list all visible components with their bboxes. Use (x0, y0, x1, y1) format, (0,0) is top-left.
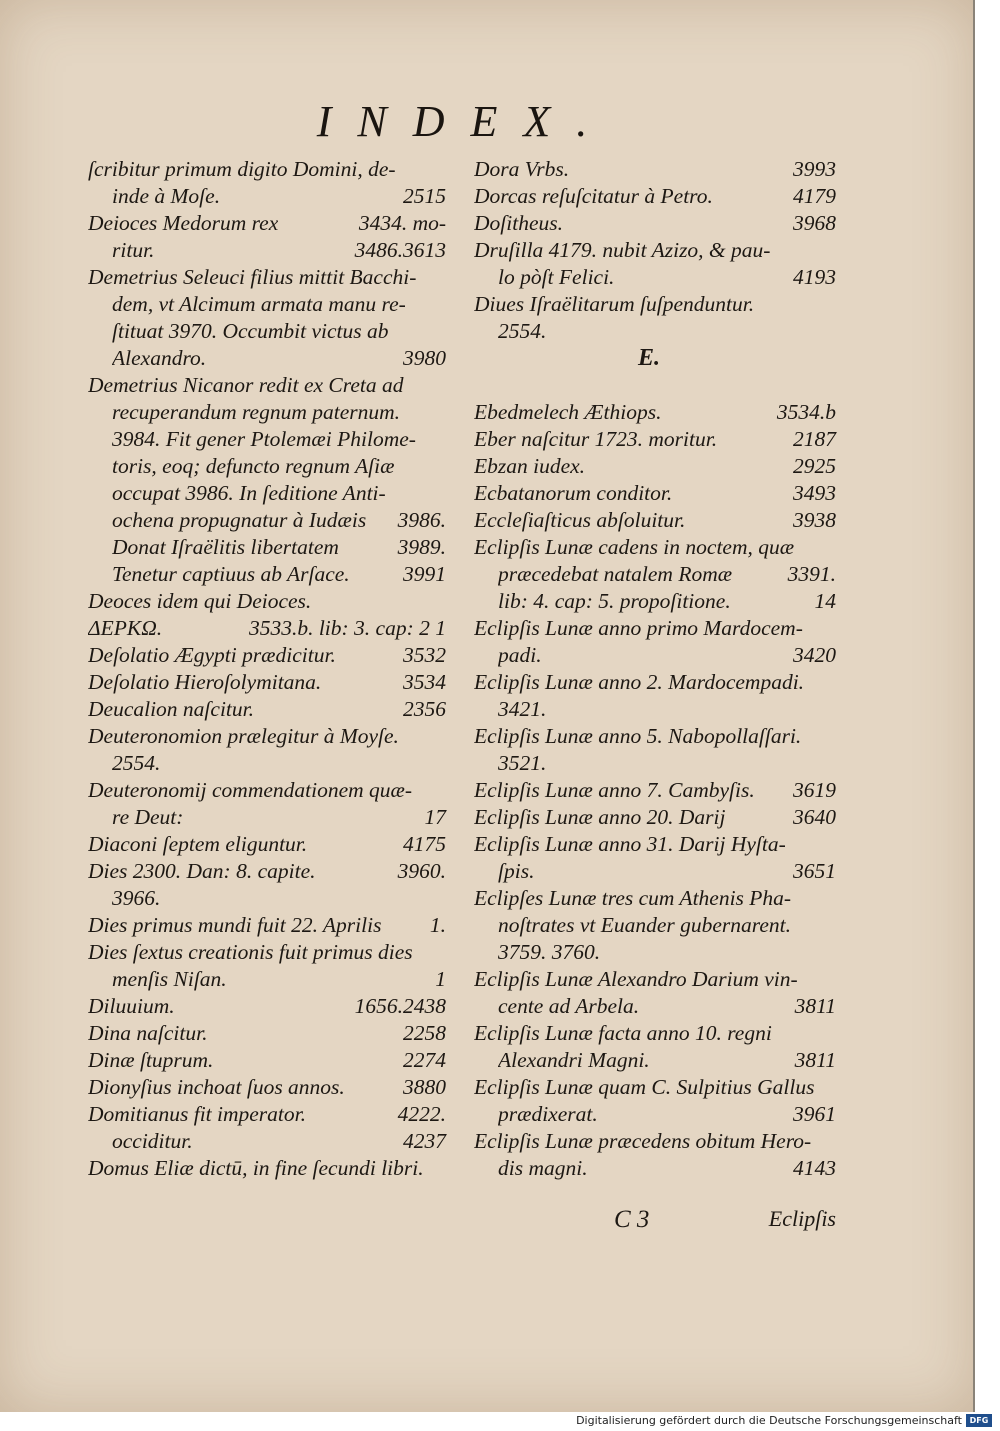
index-line (88, 237, 446, 264)
page-foot (474, 1206, 836, 1236)
index-entry (88, 696, 446, 723)
entry-text: Donat Iſraëlitis libertatem (112, 535, 339, 559)
index-line (88, 858, 446, 885)
index-line (88, 480, 446, 507)
index-entry (88, 642, 446, 669)
entry-text: Eclipſis Lunæ anno 31. Darij Hyſta‑ (474, 832, 786, 856)
entry-text: Eclipſis Lunæ facta anno 10. regni (474, 1021, 772, 1045)
index-entry (474, 237, 836, 291)
entry-reference (440, 291, 446, 318)
entry-text: Eclipſis Lunæ cadens in noctem, quæ (474, 535, 795, 559)
entry-reference: 3991 (403, 562, 446, 586)
entry-reference (830, 318, 836, 345)
entry-reference: 3986. (397, 508, 446, 532)
index-entry (474, 777, 836, 804)
entry-text: Dionyſius inchoat ſuos annos. (88, 1075, 345, 1099)
index-line (474, 588, 836, 615)
index-entry (88, 1074, 446, 1101)
entry-reference (830, 615, 836, 642)
index-column-left (88, 156, 446, 1182)
entry-text: Eccleſiaſticus abſoluitur. (474, 508, 686, 532)
index-entry (474, 669, 836, 723)
signature-mark: C 3 (614, 1206, 650, 1233)
entry-reference: 3486.3613 (354, 238, 446, 262)
index-entry (474, 723, 836, 777)
index-entry (88, 831, 446, 858)
entry-text: Eclipſis Lunæ anno 5. Nabopollaſſari. (474, 724, 802, 748)
entry-text: menſis Niſan. (112, 967, 227, 991)
digitization-credit: Digitalisierung gefördert durch die Deutsche Forschungsgemeinschaft (576, 1414, 962, 1427)
index-line (88, 156, 446, 183)
index-entry (474, 210, 836, 237)
index-line (474, 318, 836, 345)
index-line (88, 1155, 446, 1182)
entry-text: occiditur. (112, 1129, 193, 1153)
index-line (474, 750, 836, 777)
index-entry (474, 831, 836, 885)
entry-text: Ebedmelech Æthiops. (474, 400, 662, 424)
index-entry (88, 723, 446, 777)
index-line (474, 534, 836, 561)
entry-text: Eber naſcitur 1723. moritur. (474, 427, 718, 451)
entry-text: prædixerat. (498, 1102, 598, 1126)
entry-reference (830, 939, 836, 966)
entry-text: Eclipſis Lunæ anno 2. Mardocempadi. (474, 670, 805, 694)
entry-reference (440, 1155, 446, 1182)
entry-reference: 4237 (403, 1129, 446, 1153)
index-entry (474, 399, 836, 426)
index-entry (88, 777, 446, 831)
index-line (474, 1020, 836, 1047)
entry-text: Eclipſis Lunæ anno 7. Cambyſis. (474, 778, 755, 802)
dfg-logo: DFG (966, 1414, 992, 1427)
index-line (474, 1074, 836, 1101)
entry-text: ochena propugnatur à Iudæis (112, 508, 367, 532)
index-line (88, 615, 446, 642)
index-line (474, 264, 836, 291)
entry-reference (440, 399, 446, 426)
index-line (474, 669, 836, 696)
entry-text: Domus Eliæ dictū, in fine ſecundi libri. (88, 1156, 424, 1180)
entry-text: Dinæ ſtuprum. (88, 1048, 214, 1072)
entry-text: Deoces idem qui Deioces. (88, 589, 312, 613)
entry-text: dem, vt Alcimum armata manu re‑ (112, 292, 406, 316)
index-line (88, 723, 446, 750)
entry-text: Deucalion naſcitur. (88, 697, 255, 721)
entry-reference: 3420 (793, 643, 836, 667)
entry-reference (440, 885, 446, 912)
entry-text: 3521. (498, 751, 547, 775)
entry-reference: 2515 (403, 184, 446, 208)
index-line (88, 966, 446, 993)
entry-text: præcedebat natalem Romæ (498, 562, 733, 586)
entry-reference: 3968 (793, 211, 836, 235)
entry-text: lo pòſt Felici. (498, 265, 615, 289)
entry-reference: 3534 (403, 670, 446, 694)
index-line (474, 507, 836, 534)
entry-text: Demetrius Seleuci filius mittit Bacchi‑ (88, 265, 417, 289)
page-title: INDEX. (316, 97, 614, 146)
index-entry (88, 1020, 446, 1047)
index-line (88, 561, 446, 588)
entry-reference: 3980 (403, 346, 446, 370)
index-line (88, 426, 446, 453)
index-line (474, 561, 836, 588)
index-entry (88, 156, 446, 210)
index-entry (474, 480, 836, 507)
entry-reference (440, 723, 446, 750)
index-line (474, 804, 836, 831)
index-line (474, 831, 836, 858)
index-line (88, 1047, 446, 1074)
index-line (474, 723, 836, 750)
index-line (474, 210, 836, 237)
entry-reference: 4175 (403, 832, 446, 856)
entry-reference: 3993 (793, 157, 836, 181)
entry-text: Deuteronomion prælegitur à Moyſe. (88, 724, 399, 748)
index-entry (88, 912, 446, 939)
entry-reference: 2925 (793, 454, 836, 478)
entry-reference: 3811 (794, 1048, 836, 1072)
entry-text: 3966. (112, 886, 161, 910)
entry-text: recuperandum regnum paternum. (112, 400, 401, 424)
index-line (88, 939, 446, 966)
entry-text: re Deut: (112, 805, 184, 829)
entry-text: Ecbatanorum conditor. (474, 481, 673, 505)
index-entry (474, 1128, 836, 1182)
index-line (88, 210, 446, 237)
index-line (474, 1101, 836, 1128)
index-line (88, 534, 446, 561)
index-entry (474, 804, 836, 831)
index-line (474, 1155, 836, 1182)
index-line (474, 183, 836, 210)
entry-text: Dies ſextus creationis fuit primus dies (88, 940, 413, 964)
entry-text: noſtrates vt Euander gubernarent. (498, 913, 792, 937)
entry-text: 3421. (498, 697, 547, 721)
index-entry (474, 1020, 836, 1074)
entry-text: Diaconi ſeptem eliguntur. (88, 832, 308, 856)
entry-text: Domitianus fit imperator. (88, 1102, 307, 1126)
entry-text: Eclipſis Lunæ Alexandro Darium vin‑ (474, 967, 798, 991)
index-entry (88, 264, 446, 372)
entry-reference: 1. (429, 913, 446, 937)
index-line (474, 777, 836, 804)
entry-reference (830, 237, 836, 264)
entry-reference: 2187 (793, 427, 836, 451)
index-line (474, 399, 836, 426)
entry-reference: 3533.b. lib: 3. cap: 2 1 (248, 616, 446, 640)
entry-reference (440, 372, 446, 399)
entry-text: occupat 3986. In ſeditione Anti‑ (112, 481, 386, 505)
index-entry (474, 1074, 836, 1128)
index-line (474, 615, 836, 642)
index-line (474, 939, 836, 966)
index-line (88, 399, 446, 426)
entry-text: Demetrius Nicanor redit ex Creta ad (88, 373, 404, 397)
entry-reference (830, 1020, 836, 1047)
index-line (88, 372, 446, 399)
index-line (474, 453, 836, 480)
entry-reference (440, 156, 446, 183)
entry-reference: 3493 (793, 481, 836, 505)
index-line (88, 831, 446, 858)
index-line (474, 696, 836, 723)
entry-text: Eclipſes Lunæ tres cum Athenis Pha‑ (474, 886, 792, 910)
entry-reference (440, 480, 446, 507)
entry-text: padi. (498, 643, 542, 667)
index-line (88, 885, 446, 912)
entry-text: Eclipſis Lunæ præcedens obitum Hero‑ (474, 1129, 812, 1153)
index-entry (474, 453, 836, 480)
entry-text: Deſolatio Ægypti prædicitur. (88, 643, 336, 667)
entry-text: Diluuium. (88, 994, 175, 1018)
entry-text: 2554. (498, 319, 547, 343)
index-entry (88, 1155, 446, 1182)
entry-reference (440, 939, 446, 966)
index-line (88, 318, 446, 345)
entry-reference (440, 453, 446, 480)
entry-text: Deuteronomij commendationem quæ‑ (88, 778, 413, 802)
index-line (474, 156, 836, 183)
entry-text: Deſolatio Hieroſolymitana. (88, 670, 322, 694)
entry-reference (830, 1128, 836, 1155)
index-entry (88, 669, 446, 696)
entry-reference: 3960. (397, 859, 446, 883)
entry-reference (440, 777, 446, 804)
entry-text: Alexandro. (112, 346, 207, 370)
entry-text: ſpis. (498, 859, 535, 883)
entry-reference: 3938 (793, 508, 836, 532)
section-letter: E. (637, 345, 660, 371)
index-entry (474, 183, 836, 210)
entry-text: Eclipſis Lunæ anno primo Mardocem‑ (474, 616, 803, 640)
entry-reference (830, 291, 836, 318)
entry-text: Dorcas reſuſcitatur à Petro. (474, 184, 713, 208)
entry-reference: 3391. (787, 562, 836, 586)
entry-text: Eclipſis Lunæ anno 20. Darij (474, 805, 726, 829)
entry-reference: 17 (424, 805, 446, 829)
index-line (474, 426, 836, 453)
entry-text: Tenetur captiuus ab Arſace. (112, 562, 350, 586)
index-line (474, 291, 836, 318)
entry-reference: 3534.b (776, 400, 836, 424)
index-entry (474, 534, 836, 615)
entry-reference: 3532 (403, 643, 446, 667)
index-entry (474, 966, 836, 1020)
entry-reference (830, 534, 836, 561)
index-line (88, 453, 446, 480)
index-entry (88, 1047, 446, 1074)
entry-reference (440, 588, 446, 615)
index-line (474, 966, 836, 993)
index-entry (474, 291, 836, 345)
index-entry (88, 210, 446, 264)
index-entry (88, 858, 446, 912)
index-line (88, 777, 446, 804)
entry-reference (830, 885, 836, 912)
entry-reference: 2356 (403, 697, 446, 721)
index-line (88, 750, 446, 777)
entry-reference: 1 (435, 967, 446, 991)
index-entry (88, 993, 446, 1020)
entry-text: Dies 2300. Dan: 8. capite. (88, 859, 316, 883)
index-entry (88, 939, 446, 993)
index-line (474, 1128, 836, 1155)
entry-reference: 3811 (794, 994, 836, 1018)
index-entry (474, 507, 836, 534)
index-line (88, 291, 446, 318)
entry-reference: 3961 (793, 1102, 836, 1126)
entry-text: ritur. (112, 238, 155, 262)
index-line (88, 264, 446, 291)
index-line (88, 696, 446, 723)
index-line (474, 858, 836, 885)
entry-reference (830, 831, 836, 858)
entry-text: Deioces Medorum rex (88, 211, 279, 235)
index-line (474, 642, 836, 669)
entry-reference: 4143 (793, 1156, 836, 1180)
index-entry (88, 588, 446, 615)
entry-text: dis magni. (498, 1156, 588, 1180)
entry-reference (440, 750, 446, 777)
index-line (474, 993, 836, 1020)
entry-text: ſcribitur primum digito Domini, de‑ (88, 157, 396, 181)
entry-reference (440, 426, 446, 453)
entry-text: ſtituat 3970. Occumbit victus ab (112, 319, 389, 343)
entry-reference (830, 696, 836, 723)
entry-reference (830, 966, 836, 993)
index-entry (88, 615, 446, 642)
index-line (474, 885, 836, 912)
index-line (88, 345, 446, 372)
entry-reference: 3434. mo‑ (358, 211, 446, 235)
index-line (88, 1128, 446, 1155)
entry-text: 2554. (112, 751, 161, 775)
index-line (88, 588, 446, 615)
entry-reference: 3640 (793, 805, 836, 829)
entry-text: inde à Moſe. (112, 184, 221, 208)
scan-margin (975, 0, 1000, 1412)
index-line (88, 183, 446, 210)
section-spacer (474, 372, 836, 399)
entry-reference: 1656.2438 (354, 994, 446, 1018)
entry-text: Dina naſcitur. (88, 1021, 208, 1045)
index-column-right-top (474, 156, 836, 345)
entry-reference (440, 264, 446, 291)
entry-text: Diues Iſraëlitarum ſuſpenduntur. (474, 292, 755, 316)
entry-reference (830, 1074, 836, 1101)
entry-text: Dora Vrbs. (474, 157, 570, 181)
entry-text: 3984. Fit gener Ptolemæi Philome‑ (112, 427, 416, 451)
entry-reference: 2274 (403, 1048, 446, 1072)
catchword: Eclipſis (768, 1206, 836, 1231)
entry-reference (440, 318, 446, 345)
entry-text: Alexandri Magni. (498, 1048, 650, 1072)
entry-reference (830, 669, 836, 696)
entry-reference: 4179 (793, 184, 836, 208)
index-line (88, 669, 446, 696)
entry-reference: 4193 (793, 265, 836, 289)
index-line (88, 642, 446, 669)
index-line (88, 993, 446, 1020)
index-line (88, 1020, 446, 1047)
index-entry (474, 885, 836, 966)
index-line (88, 912, 446, 939)
index-line (88, 1101, 446, 1128)
entry-reference: 3989. (397, 535, 446, 559)
index-line (474, 1047, 836, 1074)
index-column-right (474, 156, 836, 1182)
entry-reference: 2258 (403, 1021, 446, 1045)
index-entry (88, 1101, 446, 1155)
entry-reference: 3619 (793, 778, 836, 802)
entry-reference (830, 723, 836, 750)
entry-text: Eclipſis Lunæ quam C. Sulpitius Gallus (474, 1075, 815, 1099)
index-line (88, 804, 446, 831)
index-line (474, 237, 836, 264)
index-entry (474, 426, 836, 453)
index-entry (474, 615, 836, 669)
entry-reference: 3880 (403, 1075, 446, 1099)
entry-reference: 4222. (397, 1102, 446, 1126)
entry-text: 3759. 3760. (498, 940, 601, 964)
entry-text: ΔΕΡΚΩ. (88, 616, 163, 640)
index-column-right-bottom (474, 399, 836, 1182)
entry-reference: 3651 (793, 859, 836, 883)
entry-reference (830, 912, 836, 939)
entry-text: lib: 4. cap: 5. propoſitione. (498, 589, 731, 613)
index-entry (474, 156, 836, 183)
entry-text: Ebzan iudex. (474, 454, 586, 478)
index-line (474, 480, 836, 507)
entry-text: Doſitheus. (474, 211, 563, 235)
index-line (88, 1074, 446, 1101)
entry-text: cente ad Arbela. (498, 994, 640, 1018)
entry-text: Druſilla 4179. nubit Azizo, & pau‑ (474, 238, 771, 262)
index-entry (88, 372, 446, 588)
entry-text: toris, eoq; defuncto regnum Aſiæ (112, 454, 395, 478)
entry-reference (830, 750, 836, 777)
entry-reference: 14 (814, 589, 836, 613)
index-line (88, 507, 446, 534)
index-line (474, 912, 836, 939)
entry-text: Dies primus mundi fuit 22. Aprilis (88, 913, 382, 937)
